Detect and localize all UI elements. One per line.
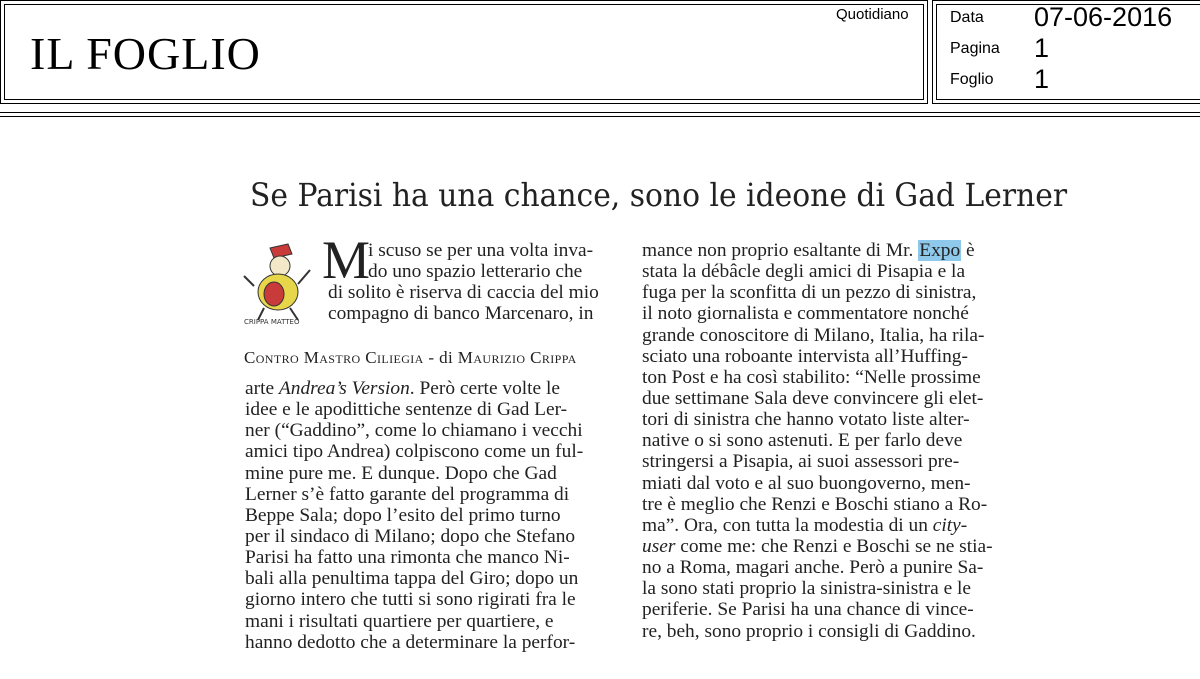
- header-separator: [0, 112, 1200, 113]
- text-line: idee e le apodittiche sentenze di Gad Ler-: [245, 399, 568, 421]
- text-line: Lerner s’è fatto garante del programma di: [245, 483, 570, 505]
- masthead: IL FOGLIO: [30, 28, 261, 79]
- text-line: user come me: che Renzi e Boschi se ne stia-: [642, 535, 993, 557]
- text-line: mance non proprio esaltante di Mr. Expo è: [642, 240, 975, 261]
- text-line: mine pure me. E dunque. Dopo che Gad: [245, 462, 557, 484]
- text-line: no a Roma, magari anche. Però a punire Sa-: [642, 557, 984, 579]
- text-line: giorno intero che tutti si sono rigirati fra le: [245, 589, 576, 611]
- text-line: stringersi a Pisapia, ai suoi assessori pre-: [642, 451, 960, 473]
- text-line: tre è meglio che Renzi e Boschi stiano a Ro-: [642, 493, 988, 515]
- text-line: ner (“Gaddino”, come lo chiamano i vecchi: [245, 420, 583, 442]
- text-line: sciato una roboante intervista all’Huffing-: [642, 345, 968, 367]
- text-line: bali alla penultima tappa del Giro; dopo un: [245, 568, 579, 590]
- publication-type: Quotidiano: [836, 6, 909, 23]
- text-line: due settimane Sala deve convincere gli elet-: [642, 387, 984, 409]
- text-line: hanno dedotto che a determinare la perfor-: [245, 631, 576, 653]
- text-line: tori di sinistra che hanno votato liste alter-: [642, 409, 970, 431]
- meta-label-foglio: Foglio: [950, 71, 994, 88]
- byline-column-name: Contro Mastro Ciliegia: [244, 348, 424, 367]
- text-line: ma”. Ora, con tutta la modestia di un city-: [642, 514, 968, 536]
- byline: [244, 348, 577, 368]
- text-line: miati dal voto e al suo buongoverno, men-: [642, 472, 971, 494]
- drop-cap: M: [322, 230, 371, 290]
- text-line: arte Andrea’s Version. Però certe volte le: [245, 378, 561, 399]
- article-column-2: [642, 240, 993, 642]
- text-line: grande conoscitore di Milano, Italia, ha rila-: [642, 324, 985, 346]
- text-line: la sono stati proprio la sinistra-sinistra e le: [642, 578, 972, 600]
- text-line: amici tipo Andrea) colpiscono come un ful-: [245, 441, 584, 463]
- text-line: per il sindaco di Milano; dopo che Stefano: [245, 525, 576, 547]
- illustration-signature: CRIPPA MATTEO: [244, 318, 300, 326]
- meta-value-data: 07-06-2016: [1034, 2, 1173, 32]
- text-line: fuga per la sconfitta di un pezzo di sinistra,: [642, 282, 977, 304]
- article-column-1-top: [328, 240, 599, 325]
- meta-value-foglio: 1: [1034, 64, 1050, 94]
- title-italic: Andrea’s Version: [278, 378, 410, 399]
- text-line: re, beh, sono proprio i consigli di Gaddino.: [642, 620, 976, 642]
- text-line: mani i risultati quartiere per quartiere, e: [245, 610, 554, 632]
- header-separator-2: [0, 116, 1200, 117]
- text-line: stata la débâcle degli amici di Pisapia e la: [642, 261, 966, 283]
- article-headline: Se Parisi ha una chance, sono le ideone di Gad Lerner: [250, 176, 1068, 214]
- meta-label-pagina: Pagina: [950, 40, 1000, 57]
- byline-separator: - di: [423, 348, 458, 367]
- text-line: i scuso se per una volta inva-: [368, 240, 594, 261]
- text-line: native o si sono astenuti. E per farlo deve: [642, 430, 963, 452]
- meta-value-pagina: 1: [1034, 33, 1050, 63]
- text-line: Parisi ha fatto una rimonta che manco Ni-: [245, 547, 570, 569]
- caricature-illustration: [240, 240, 318, 332]
- text-line: periferie. Se Parisi ha una chance di vince-: [642, 599, 974, 621]
- highlighted-word: Expo: [919, 240, 961, 261]
- text-line: do uno spazio letterario che: [368, 261, 583, 283]
- text-line: Beppe Sala; dopo l’esito del primo turno: [245, 504, 561, 526]
- article-column-1-bottom: [245, 378, 583, 653]
- meta-label-data: Data: [950, 9, 984, 26]
- text-line: di solito è riserva di caccia del mio: [328, 282, 599, 304]
- text-line: il noto giornalista e commentatore nonché: [642, 303, 969, 325]
- byline-author: Maurizio Crippa: [457, 348, 577, 367]
- text-line: compagno di banco Marcenaro, in: [328, 303, 594, 325]
- text-line: ton Post e ha così stabilito: “Nelle prossime: [642, 366, 981, 388]
